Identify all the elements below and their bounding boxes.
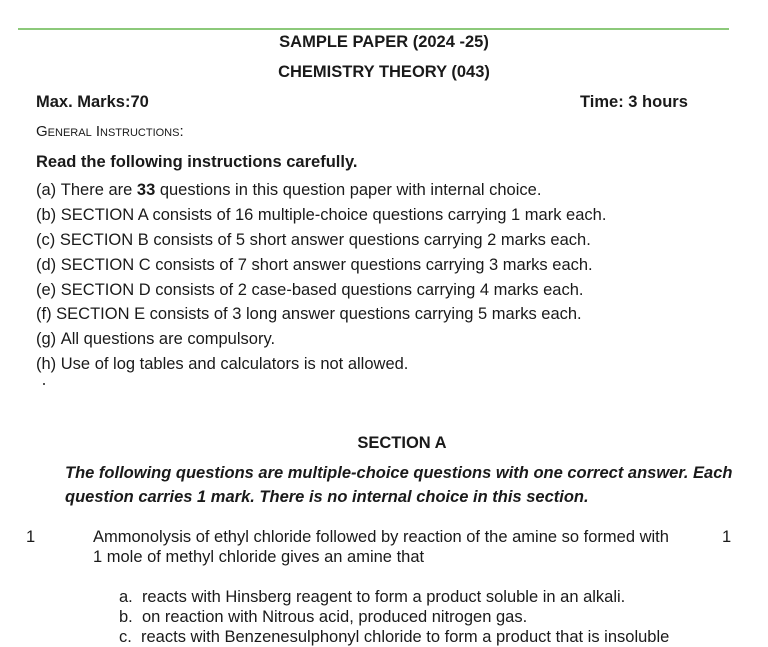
instruction-item [36,230,591,250]
item-label: (e) [36,281,57,299]
item-text: SECTION A consists of 16 multiple-choice questions carrying 1 mark each. [60,206,607,224]
item-label: (g) [36,330,57,348]
item-label: (d) [36,256,57,274]
instruction-item [36,205,606,225]
item-text: SECTION C consists of 7 short answer questions carrying 3 marks each. [60,256,593,274]
section-note: The following questions are multiple-choice questions with one correct answer. Each [65,464,733,482]
item-text: SECTION B consists of 5 short answer questions carrying 2 marks each. [59,231,591,249]
item-label: (h) [36,355,57,373]
item-label: (f) [36,305,52,323]
item-bold: 33 [136,181,156,199]
option-a [119,587,625,607]
item-text: Use of log tables and calculators is not allowed. [60,355,409,373]
option-label: c. [119,628,132,646]
section-note: question carries 1 mark. There is no internal choice in this section. [65,488,589,506]
instruction-item [36,329,275,349]
item-text: There are [60,181,137,199]
instructions-intro: Read the following instructions carefully. [36,153,358,171]
stray-dot [43,383,45,385]
item-text: questions in this question paper with internal choice. [155,181,542,199]
paper-title: SAMPLE PAPER (2024 -25) [279,33,489,51]
option-text: reacts with Benzenesulphonyl chloride to form a product that is insoluble [141,628,670,646]
option-label: b. [119,608,133,626]
instruction-item [36,280,583,300]
question-text: 1 mole of methyl chloride gives an amine that [93,548,425,566]
question-marks: 1 [722,528,732,546]
instructions-heading: General Instructions: [36,123,184,140]
question-text: Ammonolysis of ethyl chloride followed by reaction of the amine so formed with [93,528,669,546]
header-rule [18,28,729,30]
question-number: 1 [26,528,36,546]
section-title: SECTION A [357,434,447,452]
option-b [119,607,527,627]
item-text: SECTION E consists of 3 long answer questions carrying 5 marks each. [56,305,582,323]
option-c [119,627,669,647]
time: Time: 3 hours [580,93,688,111]
item-text: SECTION D consists of 2 case-based questions carrying 4 marks each. [60,281,584,299]
instruction-item [36,180,541,200]
option-text: reacts with Hinsberg reagent to form a product soluble in an alkali. [141,588,626,606]
instruction-item [36,255,593,275]
option-text: on reaction with Nitrous acid, produced nitrogen gas. [141,608,528,626]
instruction-item [36,354,408,374]
item-text: All questions are compulsory. [60,330,276,348]
instruction-item [36,304,582,324]
subject-title: CHEMISTRY THEORY (043) [278,63,490,81]
option-label: a. [119,588,133,606]
item-label: (b) [36,206,57,224]
item-label: (a) [36,181,57,199]
max-marks: Max. Marks:70 [36,93,149,111]
item-label: (c) [36,231,56,249]
